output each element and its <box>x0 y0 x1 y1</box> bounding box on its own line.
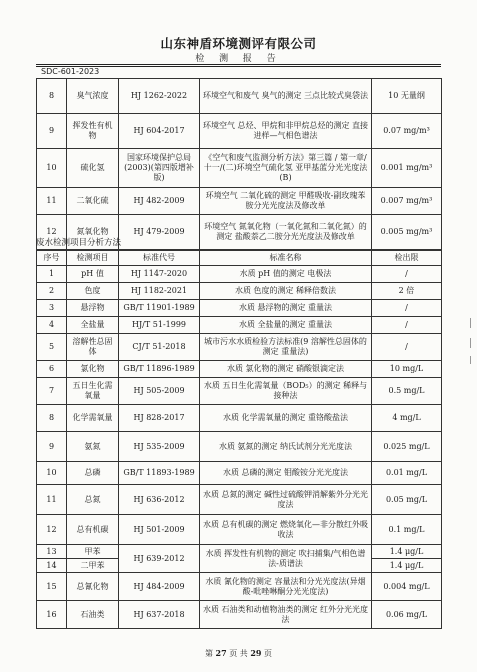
row-limit: 2 倍 <box>372 283 442 300</box>
row-item: 总磷 <box>67 462 119 485</box>
row-standard: HJ 1182-2021 <box>119 283 200 300</box>
table-row <box>37 266 442 283</box>
row-no: 8 <box>37 405 67 432</box>
row-standard: HJ 505-2009 <box>119 378 200 405</box>
row-no: 7 <box>37 378 67 405</box>
row-limit: 0.004 mg/L <box>372 573 442 601</box>
row-item: 氮氧化物 <box>67 215 119 250</box>
row-standard: HJ 484-2009 <box>119 573 200 601</box>
row-limit: 0.005 mg/m³ <box>372 215 442 250</box>
row-item: 甲苯 <box>67 545 119 559</box>
row-method: 水质 石油类和动植物油类的测定 红外分光光度法 <box>200 601 372 629</box>
row-limit: 0.007 mg/m³ <box>372 188 442 215</box>
row-no: 13 <box>37 545 67 559</box>
row-no: 9 <box>37 432 67 462</box>
page-footer <box>0 648 477 659</box>
row-standard: HJ 482-2009 <box>119 188 200 215</box>
row-no: 16 <box>37 601 67 629</box>
row-method: 水质 色度的测定 稀释倍数法 <box>200 283 372 300</box>
row-standard: HJ 479-2009 <box>119 215 200 250</box>
row-item: 臭气浓度 <box>67 79 119 114</box>
row-standard: GB/T 11896-1989 <box>119 361 200 378</box>
row-standard: 国家环境保护总局(2003)(第四版增补版) <box>119 149 200 188</box>
row-item: pH 值 <box>67 266 119 283</box>
table-row <box>37 601 442 629</box>
row-limit: 0.001 mg/m³ <box>372 149 442 188</box>
row-method: 《空气和废气监测分析方法》第三篇 / 第一章/十一/(二)环境空气硫化氢 亚甲基蓝分光光度法(B) <box>200 149 372 188</box>
row-item: 全盐量 <box>67 317 119 334</box>
row-standard: HJ 637-2018 <box>119 601 200 629</box>
binding-mark <box>470 356 471 364</box>
row-standard: HJ 636-2012 <box>119 485 200 515</box>
header-limit: 检出限 <box>372 251 442 266</box>
row-standard: HJ 535-2009 <box>119 432 200 462</box>
row-no: 6 <box>37 361 67 378</box>
air-methods-table <box>36 78 442 250</box>
table-row <box>37 545 442 559</box>
row-item: 总氮 <box>67 485 119 515</box>
table-row <box>37 283 442 300</box>
wastewater-methods-table <box>36 250 442 629</box>
row-standard: HJ 1262-2022 <box>119 79 200 114</box>
table-row <box>37 405 442 432</box>
table-row <box>37 485 442 515</box>
row-item: 悬浮物 <box>67 300 119 317</box>
row-item: 总氰化物 <box>67 573 119 601</box>
total-pages: 29 <box>250 648 262 658</box>
row-method: 水质 总磷的测定 钼酸铵分光光度法 <box>200 462 372 485</box>
table-row <box>37 573 442 601</box>
table-row <box>37 114 442 149</box>
row-limit: / <box>372 300 442 317</box>
row-method: 环境空气 氮氧化物（一氧化氮和二氧化氮）的测定 盐酸萘乙二胺分光光度法及修改单 <box>200 215 372 250</box>
row-method: 水质 总有机碳的测定 燃烧氧化—非分散红外吸收法 <box>200 515 372 545</box>
row-limit: 0.06 mg/L <box>372 601 442 629</box>
row-no: 8 <box>37 79 67 114</box>
row-no: 11 <box>37 188 67 215</box>
row-method: 水质 化学需氧量的测定 重铬酸盐法 <box>200 405 372 432</box>
current-page: 27 <box>215 648 227 658</box>
document-number: SDC-601-2023 <box>41 67 100 76</box>
row-method: 水质 氯化物的测定 硝酸银滴定法 <box>200 361 372 378</box>
row-no: 4 <box>37 317 67 334</box>
row-method: 水质 悬浮物的测定 重量法 <box>200 300 372 317</box>
row-method: 水质 五日生化需氧量（BOD₅）的测定 稀释与接种法 <box>200 378 372 405</box>
table-row <box>37 432 442 462</box>
footer-prefix: 第 <box>204 649 213 658</box>
header-no: 序号 <box>37 251 67 266</box>
row-standard: HJ 1147-2020 <box>119 266 200 283</box>
row-standard: GB/T 11893-1989 <box>119 462 200 485</box>
row-limit: 0.05 mg/L <box>372 485 442 515</box>
row-no: 12 <box>37 515 67 545</box>
row-no: 11 <box>37 485 67 515</box>
table-row <box>37 149 442 188</box>
row-item: 五日生化需氧量 <box>67 378 119 405</box>
row-method: 水质 pH 值的测定 电极法 <box>200 266 372 283</box>
row-method: 水质 氰化物的测定 容量法和分光光度法(异烟酸-吡唑啉酮分光光度法) <box>200 573 372 601</box>
row-item: 二甲苯 <box>67 559 119 573</box>
row-method: 环境空气 总烃、甲烷和非甲烷总烃的测定 直接进样—气相色谱法 <box>200 114 372 149</box>
row-method: 水质 全盐量的测定 重量法 <box>200 317 372 334</box>
row-method: 城市污水水质检验方法标准(9 溶解性总固体的测定 重量法) <box>200 334 372 361</box>
table-row <box>37 300 442 317</box>
row-no: 2 <box>37 283 67 300</box>
table-row <box>37 334 442 361</box>
row-item: 色度 <box>67 283 119 300</box>
row-standard: HJ 639-2012 <box>119 545 200 573</box>
row-limit: / <box>372 317 442 334</box>
row-limit: 10 无量纲 <box>372 79 442 114</box>
row-limit: 0.1 mg/L <box>372 515 442 545</box>
wastewater-section-title: 废水检测项目分析方法 <box>36 238 122 248</box>
header-method: 标准名称 <box>200 251 372 266</box>
row-item: 溶解性总固体 <box>67 334 119 361</box>
row-no: 5 <box>37 334 67 361</box>
row-method: 水质 氨氮的测定 纳氏试剂分光光度法 <box>200 432 372 462</box>
row-no: 1 <box>37 266 67 283</box>
binding-mark <box>470 338 471 348</box>
row-no: 10 <box>37 462 67 485</box>
company-name: 山东神盾环境测评有限公司 <box>160 36 317 51</box>
row-method: 水质 挥发性有机物的测定 吹扫捕集/气相色谱法-质谱法 <box>200 545 372 573</box>
row-method: 水质 总氮的测定 碱性过硫酸钾消解紫外分光光度法 <box>200 485 372 515</box>
table-row <box>37 188 442 215</box>
table-row <box>37 515 442 545</box>
row-limit: 0.025 mg/L <box>372 432 442 462</box>
row-item: 氯化物 <box>67 361 119 378</box>
header-standard: 标准代号 <box>119 251 200 266</box>
row-limit: 1.4 μg/L <box>372 559 442 573</box>
row-item: 挥发性有机物 <box>67 114 119 149</box>
table-row <box>37 361 442 378</box>
row-item: 二氧化硫 <box>67 188 119 215</box>
row-limit: 1.4 μg/L <box>372 545 442 559</box>
report-subtitle: 检 测 报 告 <box>195 54 282 64</box>
row-no: 10 <box>37 149 67 188</box>
row-no: 9 <box>37 114 67 149</box>
table-row <box>37 317 442 334</box>
row-item: 石油类 <box>67 601 119 629</box>
header-rule <box>36 64 441 65</box>
binding-mark <box>470 318 471 328</box>
row-no: 14 <box>37 559 67 573</box>
row-limit: / <box>372 334 442 361</box>
row-standard: HJ 501-2009 <box>119 515 200 545</box>
table-row <box>37 462 442 485</box>
footer-middle: 页 共 <box>229 649 248 658</box>
row-method: 环境空气和废气 臭气的测定 三点比较式臭袋法 <box>200 79 372 114</box>
row-method: 环境空气 二氧化硫的测定 甲醛吸收-副玫瑰苯胺分光光度法及修改单 <box>200 188 372 215</box>
row-standard: HJ/T 51-1999 <box>119 317 200 334</box>
row-no: 15 <box>37 573 67 601</box>
row-item: 氨氮 <box>67 432 119 462</box>
row-limit: 0.07 mg/m³ <box>372 114 442 149</box>
row-limit: 10 mg/L <box>372 361 442 378</box>
row-limit: 0.5 mg/L <box>372 378 442 405</box>
row-standard: HJ 604-2017 <box>119 114 200 149</box>
row-standard: CJ/T 51-2018 <box>119 334 200 361</box>
row-standard: GB/T 11901-1989 <box>119 300 200 317</box>
row-limit: / <box>372 266 442 283</box>
row-item: 总有机碳 <box>67 515 119 545</box>
row-standard: HJ 828-2017 <box>119 405 200 432</box>
header-item: 检测项目 <box>67 251 119 266</box>
table-row <box>37 79 442 114</box>
row-limit: 0.01 mg/L <box>372 462 442 485</box>
row-no: 12 <box>37 215 67 250</box>
footer-suffix: 页 <box>264 649 272 658</box>
row-item: 硫化氢 <box>67 149 119 188</box>
row-no: 3 <box>37 300 67 317</box>
row-limit: 4 mg/L <box>372 405 442 432</box>
table-row <box>37 378 442 405</box>
table-header-row <box>37 251 442 266</box>
row-item: 化学需氧量 <box>67 405 119 432</box>
